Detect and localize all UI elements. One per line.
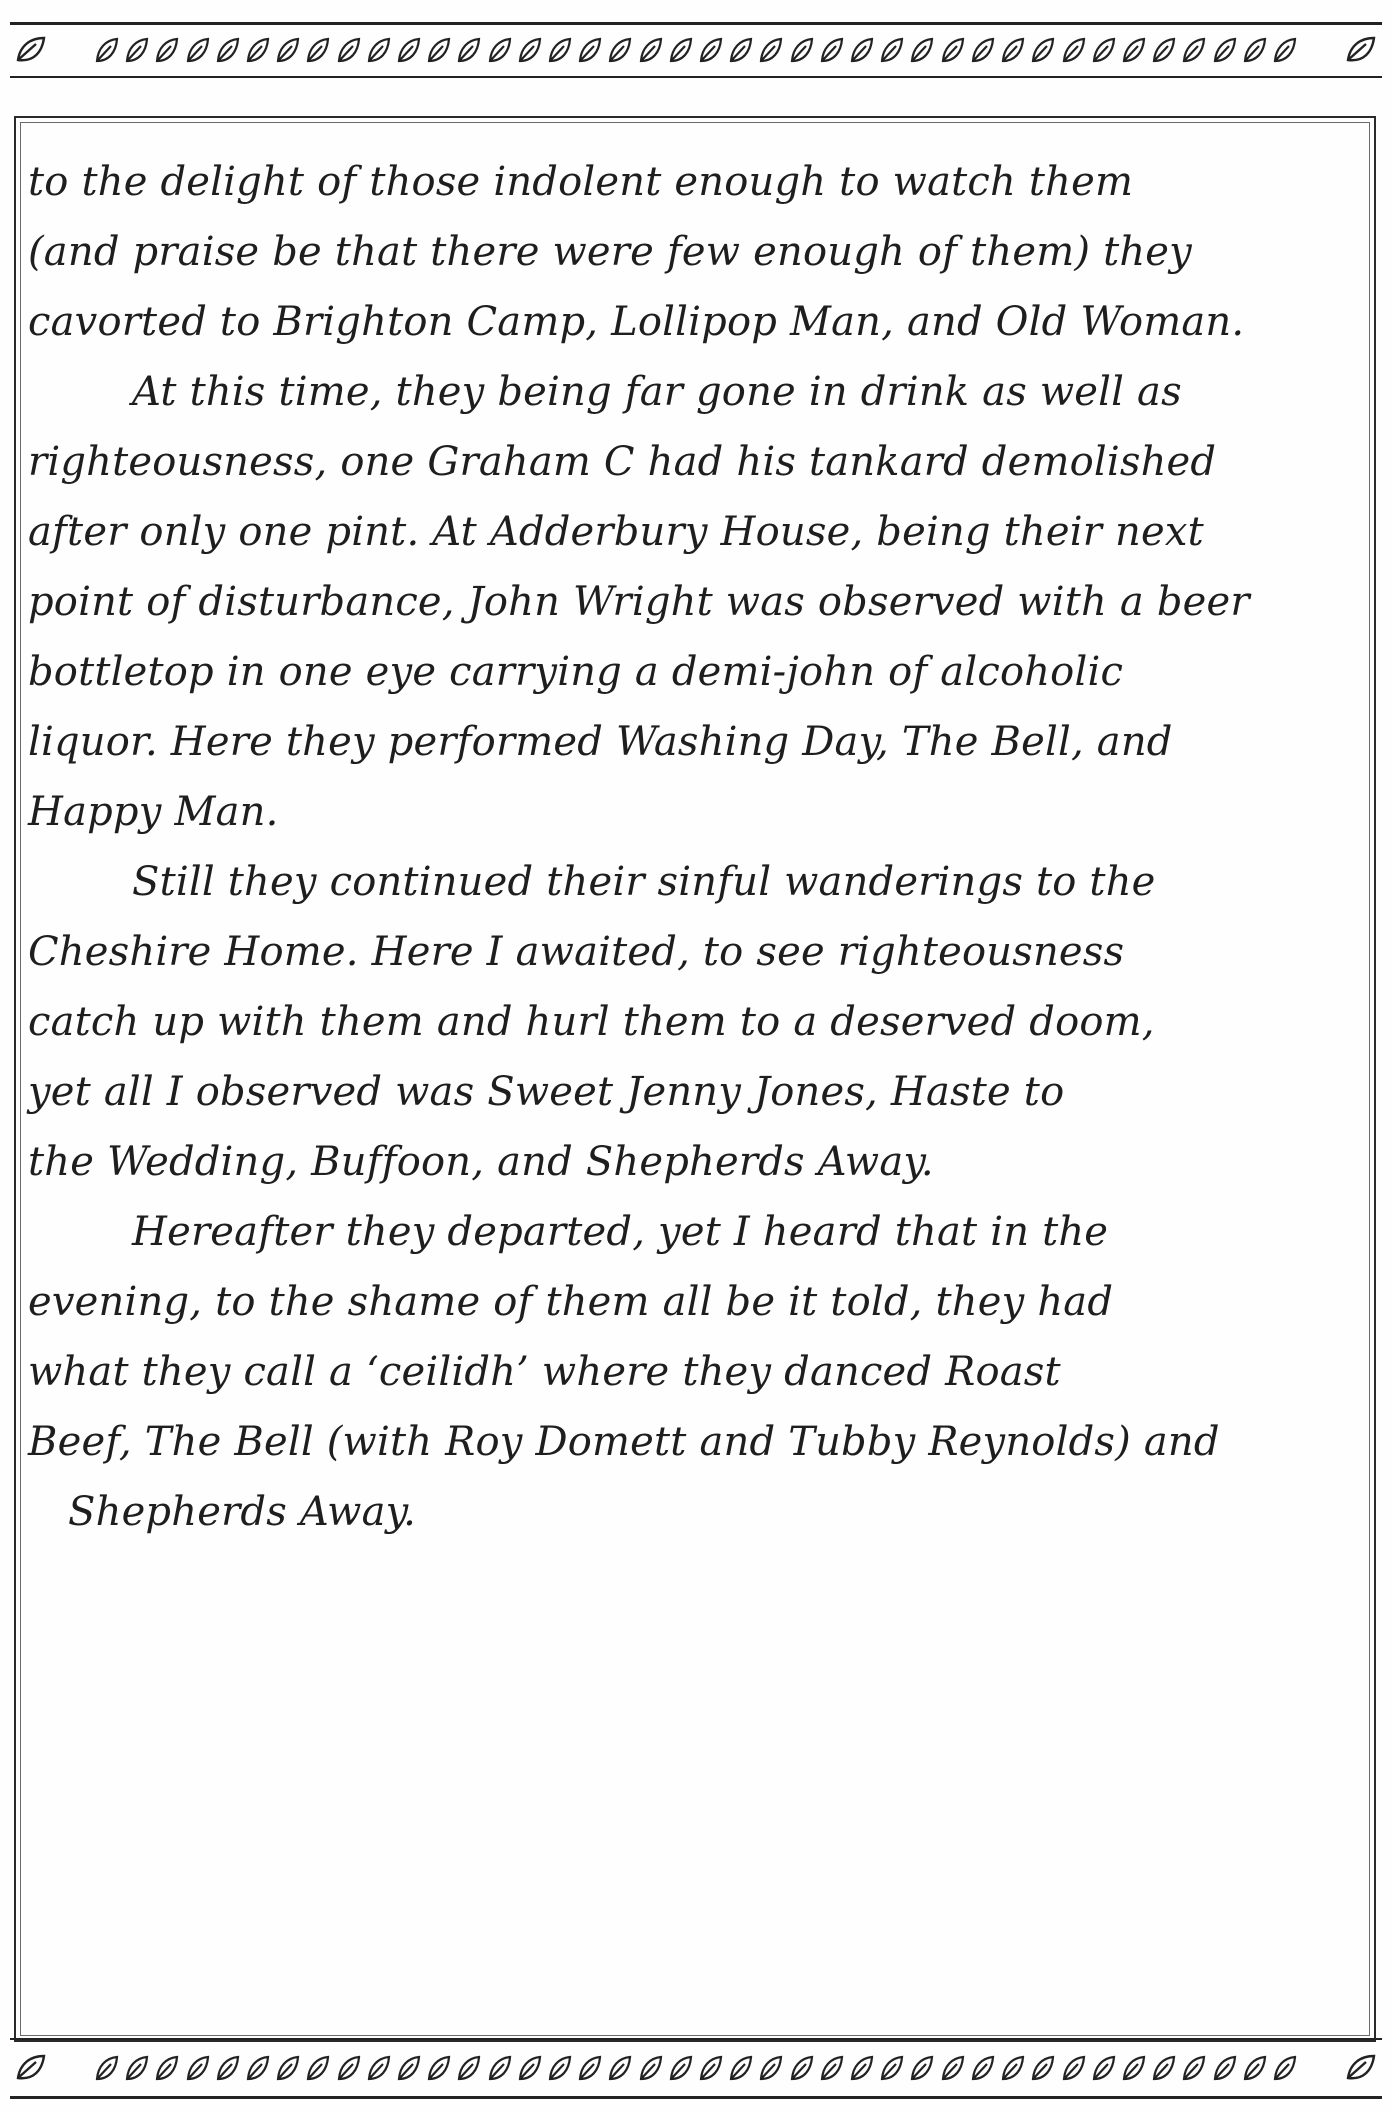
leaf-icon bbox=[426, 35, 452, 65]
leaf-icon bbox=[185, 2053, 211, 2083]
leaf-icon bbox=[789, 2053, 815, 2083]
leaf-icon bbox=[970, 2053, 996, 2083]
leaf-icon bbox=[638, 2053, 664, 2083]
bottom-border-rule bbox=[10, 2096, 1382, 2099]
leaf-icon bbox=[1151, 2053, 1177, 2083]
leaf-icon bbox=[728, 2053, 754, 2083]
bottom-border-rule-inner bbox=[10, 2038, 1382, 2040]
leaf-icon bbox=[124, 2053, 150, 2083]
leaf-icon bbox=[819, 35, 845, 65]
text-line: to the delight of those indolent enough to watch them bbox=[28, 159, 1134, 205]
text-line: Still they continued their sinful wanderings to the bbox=[132, 859, 1156, 905]
leaf-icon bbox=[275, 35, 301, 65]
leaf-icon bbox=[1061, 2053, 1087, 2083]
leaf-icon bbox=[547, 2053, 573, 2083]
leaf-icon bbox=[879, 35, 905, 65]
text-line: Beef, The Bell (with Roy Domett and Tubby Reynolds) and bbox=[28, 1419, 1220, 1465]
leaf-icon bbox=[1091, 2053, 1117, 2083]
handwritten-text bbox=[28, 156, 1348, 2036]
top-border-rule-inner bbox=[10, 76, 1382, 78]
leaf-icon bbox=[245, 35, 271, 65]
leaf-icon bbox=[336, 2053, 362, 2083]
leaf-icon bbox=[396, 2053, 422, 2083]
text-line: bottletop in one eye carrying a demi-john of alcoholic bbox=[28, 649, 1124, 695]
leaf-icon bbox=[1181, 2053, 1207, 2083]
bottom-leaf-border bbox=[10, 2046, 1382, 2090]
leaf-icon bbox=[698, 35, 724, 65]
leaf-icon bbox=[1212, 35, 1238, 65]
text-line: the Wedding, Buffoon, and Shepherds Away. bbox=[28, 1139, 934, 1185]
leaf-icon bbox=[1061, 35, 1087, 65]
leaf-icon bbox=[879, 2053, 905, 2083]
leaf-icon bbox=[14, 2052, 48, 2084]
leaf-icon bbox=[245, 2053, 271, 2083]
bottom-leaf-row bbox=[94, 2050, 1298, 2086]
leaf-icon bbox=[1030, 2053, 1056, 2083]
text-line: evening, to the shame of them all be it told, they had bbox=[28, 1279, 1114, 1325]
leaf-icon bbox=[275, 2053, 301, 2083]
leaf-icon bbox=[849, 35, 875, 65]
leaf-icon bbox=[215, 2053, 241, 2083]
text-line: yet all I observed was Sweet Jenny Jones, Haste to bbox=[28, 1069, 1065, 1115]
leaf-icon bbox=[1344, 34, 1378, 66]
leaf-icon bbox=[1272, 2053, 1298, 2083]
leaf-icon bbox=[1242, 35, 1268, 65]
text-line: liquor. Here they performed Washing Day, The Bell, and bbox=[28, 719, 1173, 765]
text-line: At this time, they being far gone in drink as well as bbox=[132, 369, 1182, 415]
text-line: Happy Man. bbox=[28, 789, 279, 835]
leaf-icon bbox=[426, 2053, 452, 2083]
leaf-icon bbox=[819, 2053, 845, 2083]
leaf-icon bbox=[456, 35, 482, 65]
text-line: Shepherds Away. bbox=[68, 1489, 417, 1535]
leaf-icon bbox=[607, 2053, 633, 2083]
leaf-icon bbox=[1181, 35, 1207, 65]
leaf-icon bbox=[668, 35, 694, 65]
leaf-icon bbox=[124, 35, 150, 65]
leaf-icon bbox=[1344, 2052, 1378, 2084]
leaf-icon bbox=[14, 34, 48, 66]
text-line: catch up with them and hurl them to a deserved doom, bbox=[28, 999, 1155, 1045]
leaf-icon bbox=[849, 2053, 875, 2083]
leaf-icon bbox=[517, 35, 543, 65]
leaf-icon bbox=[185, 35, 211, 65]
leaf-icon bbox=[909, 35, 935, 65]
leaf-icon bbox=[215, 35, 241, 65]
leaf-icon bbox=[970, 35, 996, 65]
leaf-icon bbox=[94, 35, 120, 65]
text-line: what they call a ‘ceilidh’ where they danced Roast bbox=[28, 1349, 1061, 1395]
leaf-icon bbox=[940, 35, 966, 65]
leaf-icon bbox=[1242, 2053, 1268, 2083]
text-line: Hereafter they departed, yet I heard that in the bbox=[132, 1209, 1109, 1255]
leaf-icon bbox=[577, 2053, 603, 2083]
leaf-icon bbox=[1212, 2053, 1238, 2083]
leaf-icon bbox=[1151, 35, 1177, 65]
leaf-icon bbox=[1121, 2053, 1147, 2083]
leaf-icon bbox=[305, 35, 331, 65]
top-leaf-border bbox=[10, 28, 1382, 72]
top-border-rule bbox=[10, 22, 1382, 25]
leaf-icon bbox=[758, 35, 784, 65]
leaf-icon bbox=[517, 2053, 543, 2083]
leaf-icon bbox=[94, 2053, 120, 2083]
leaf-icon bbox=[1272, 35, 1298, 65]
leaf-icon bbox=[577, 35, 603, 65]
text-line: cavorted to Brighton Camp, Lollipop Man, and Old Woman. bbox=[28, 299, 1245, 345]
leaf-icon bbox=[1030, 35, 1056, 65]
leaf-icon bbox=[1000, 2053, 1026, 2083]
text-line: Cheshire Home. Here I awaited, to see righteousness bbox=[28, 929, 1125, 975]
leaf-icon bbox=[487, 35, 513, 65]
leaf-icon bbox=[789, 35, 815, 65]
text-line: after only one pint. At Adderbury House, being their next bbox=[28, 509, 1204, 555]
leaf-icon bbox=[366, 2053, 392, 2083]
leaf-icon bbox=[366, 35, 392, 65]
leaf-icon bbox=[456, 2053, 482, 2083]
leaf-icon bbox=[1121, 35, 1147, 65]
leaf-icon bbox=[728, 35, 754, 65]
text-line: (and praise be that there were few enough of them) they bbox=[28, 229, 1192, 275]
top-leaf-row bbox=[94, 32, 1298, 68]
leaf-icon bbox=[396, 35, 422, 65]
leaf-icon bbox=[668, 2053, 694, 2083]
leaf-icon bbox=[940, 2053, 966, 2083]
text-line: righteousness, one Graham C had his tankard demolished bbox=[28, 439, 1217, 485]
leaf-icon bbox=[698, 2053, 724, 2083]
leaf-icon bbox=[1000, 35, 1026, 65]
leaf-icon bbox=[1091, 35, 1117, 65]
leaf-icon bbox=[547, 35, 573, 65]
leaf-icon bbox=[607, 35, 633, 65]
text-line: point of disturbance, John Wright was observed with a beer bbox=[28, 579, 1250, 625]
leaf-icon bbox=[154, 35, 180, 65]
leaf-icon bbox=[487, 2053, 513, 2083]
leaf-icon bbox=[154, 2053, 180, 2083]
leaf-icon bbox=[909, 2053, 935, 2083]
leaf-icon bbox=[305, 2053, 331, 2083]
leaf-icon bbox=[758, 2053, 784, 2083]
leaf-icon bbox=[638, 35, 664, 65]
leaf-icon bbox=[336, 35, 362, 65]
